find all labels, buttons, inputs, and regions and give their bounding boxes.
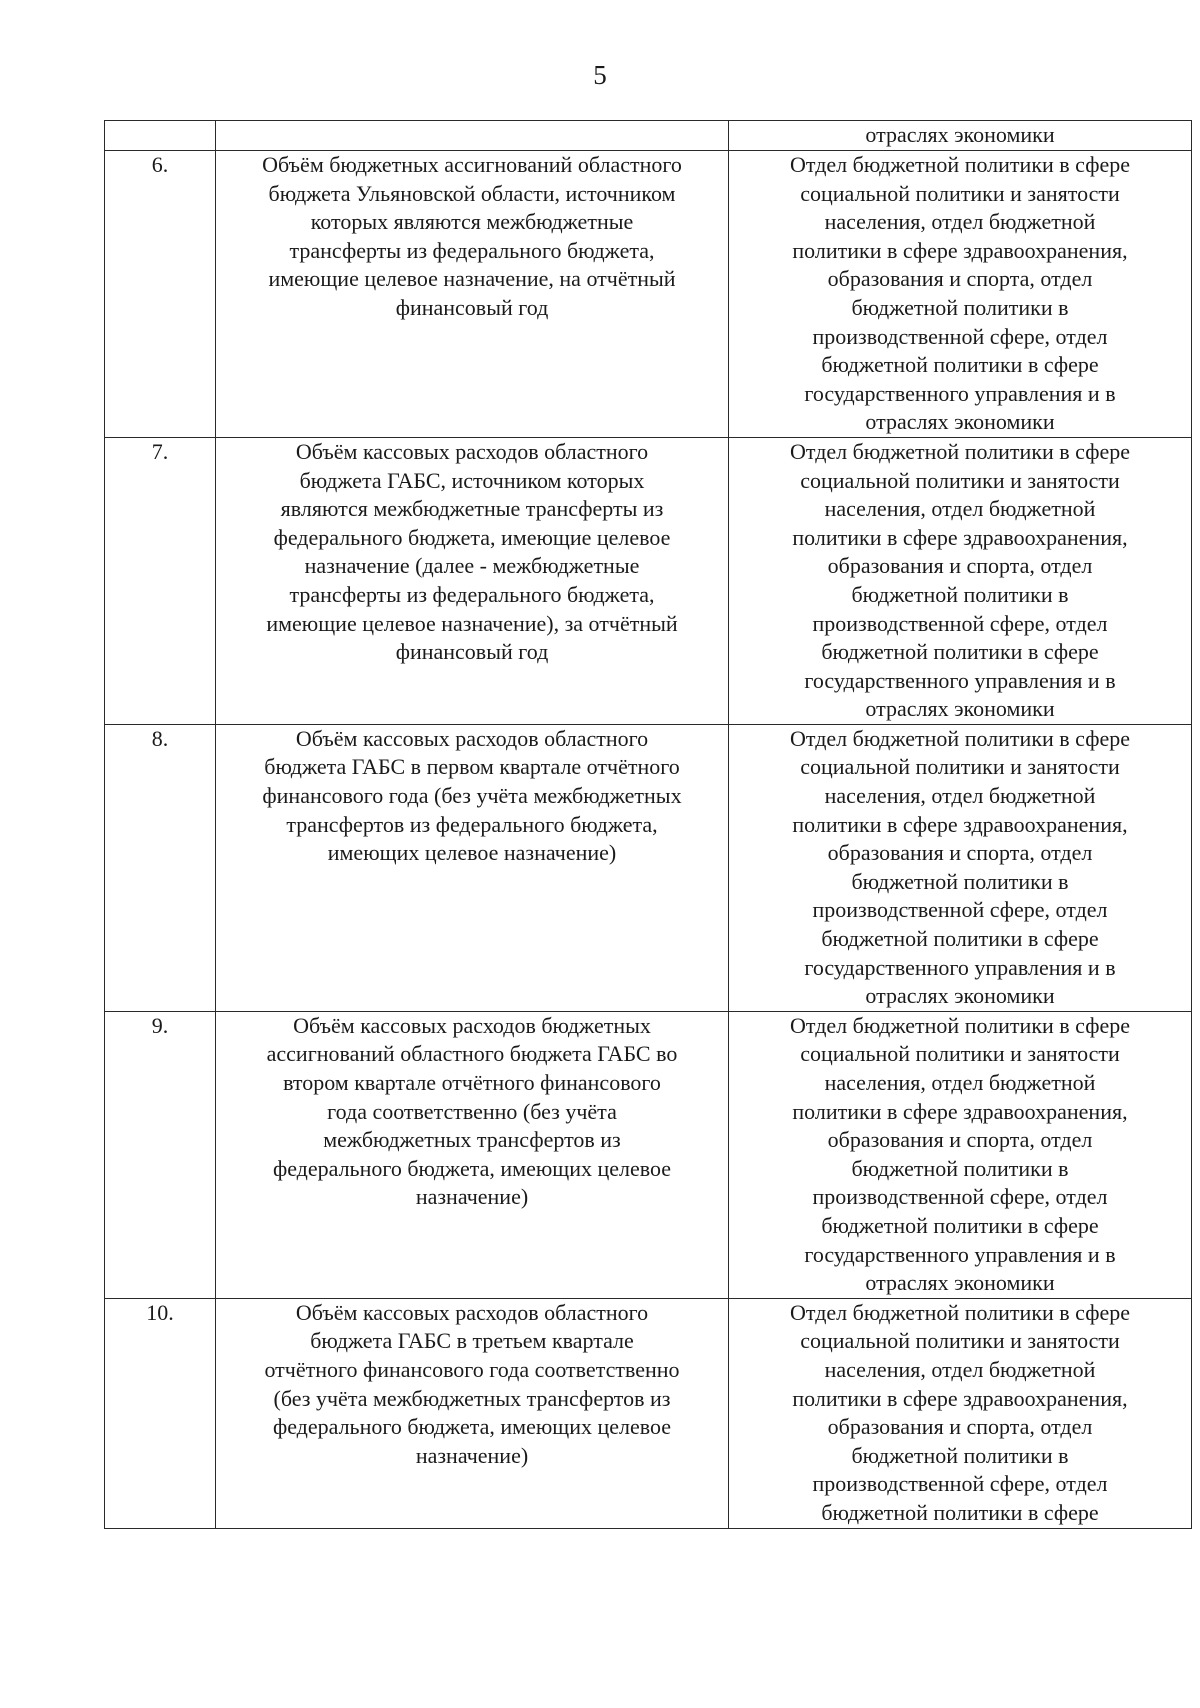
indicator-line: являются межбюджетные трансферты из [280, 496, 664, 522]
department-line: бюджетной политики в [851, 581, 1069, 607]
row-number-cell: 6. [105, 151, 216, 438]
department-line: бюджетной политики в [851, 1155, 1069, 1181]
table-row [105, 151, 1192, 438]
department-line: государственного управления и в [804, 954, 1116, 980]
indicator-line: назначение) [415, 1442, 529, 1468]
row-number-cell: 8. [105, 724, 216, 1011]
responsibility-table [104, 120, 1192, 1529]
indicator-line: межбюджетных трансфертов из [323, 1127, 621, 1153]
indicator-line: отчётного финансового года соответственно [264, 1356, 680, 1382]
indicator-cell [216, 437, 729, 724]
department-line: производственной сфере, отдел [812, 1471, 1108, 1497]
department-line: политики в сфере здравоохранения, [792, 1385, 1128, 1411]
department-line: государственного управления и в [804, 380, 1116, 406]
department-line: отраслях экономики [865, 983, 1055, 1009]
indicator-line: имеющие целевое назначение), за отчётный [266, 610, 678, 636]
department-line: Отдел бюджетной политики в сфере [790, 1012, 1130, 1038]
indicator-line: трансферты из федерального бюджета, [289, 237, 655, 263]
department-line: политики в сфере здравоохранения, [792, 524, 1128, 550]
indicator-line: федерального бюджета, имеющих целевое [272, 1414, 672, 1440]
department-line: политики в сфере здравоохранения, [792, 811, 1128, 837]
department-line: социальной политики и занятости [800, 180, 1120, 206]
department-line: социальной политики и занятости [800, 1041, 1120, 1067]
row-number-cell: 7. [105, 437, 216, 724]
indicator-line: трансферты из федерального бюджета, [289, 581, 655, 607]
indicator-line: назначение (далее - межбюджетные [304, 553, 640, 579]
indicator-line: назначение) [415, 1184, 529, 1210]
department-cell [729, 1011, 1192, 1298]
indicator-line: Объём бюджетных ассигнований областного [262, 152, 682, 177]
indicator-line: финансового года (без учёта межбюджетных [262, 783, 682, 809]
department-line: отраслях экономики [865, 122, 1055, 147]
indicator-cell [216, 1011, 729, 1298]
department-line: политики в сфере здравоохранения, [792, 1098, 1128, 1124]
table-row [105, 724, 1192, 1011]
indicator-line: Объём кассовых расходов бюджетных [293, 1012, 651, 1038]
indicator-line: федерального бюджета, имеющие целевое [273, 524, 671, 550]
indicator-line: федерального бюджета, имеющих целевое [272, 1155, 672, 1181]
department-cell [729, 437, 1192, 724]
indicator-line: втором квартале отчётного финансового [283, 1070, 661, 1095]
table-row [105, 437, 1192, 724]
department-line: производственной сфере, отдел [812, 610, 1108, 636]
indicator-cell [216, 1298, 729, 1528]
department-line: образования и спорта, отдел [827, 553, 1093, 579]
indicator-line: Объём кассовых расходов областного [295, 438, 649, 464]
department-line: образования и спорта, отдел [827, 266, 1093, 292]
department-line: населения, отдел бюджетной [824, 1356, 1096, 1382]
department-line: Отдел бюджетной политики в сфере [790, 725, 1130, 751]
department-line: населения, отдел бюджетной [824, 1070, 1096, 1095]
indicator-line: трансфертов из федерального бюджета, [286, 811, 658, 837]
indicator-line: финансовый год [395, 639, 549, 665]
department-line: отраслях экономики [865, 1270, 1055, 1296]
department-line: социальной политики и занятости [800, 467, 1120, 493]
indicator-line: года соответственно (без учёта [327, 1098, 617, 1124]
department-line: бюджетной политики в [851, 1442, 1069, 1468]
department-line: производственной сфере, отдел [812, 897, 1108, 923]
department-line: образования и спорта, отдел [827, 1414, 1093, 1440]
department-line: образования и спорта, отдел [827, 1127, 1093, 1153]
table-row [105, 1298, 1192, 1528]
indicator-line: Объём кассовых расходов областного [295, 1299, 649, 1325]
table-body [105, 121, 1192, 1529]
table-row-continuation [105, 121, 1192, 151]
indicator-cell [216, 151, 729, 438]
table-row [105, 1011, 1192, 1298]
department-line: государственного управления и в [804, 667, 1116, 693]
department-line: государственного управления и в [804, 1241, 1116, 1267]
row-number-cell: 9. [105, 1011, 216, 1298]
indicator-line: бюджета ГАБС, источником которых [299, 467, 645, 493]
department-cell [729, 121, 1192, 151]
indicator-line: бюджета ГАБС в первом квартале отчётного [264, 754, 680, 780]
row-number-cell [105, 121, 216, 151]
department-line: населения, отдел бюджетной [824, 209, 1096, 235]
department-line: Отдел бюджетной политики в сфере [790, 152, 1130, 177]
department-line: бюджетной политики в сфере [821, 1212, 1099, 1238]
department-line: бюджетной политики в [851, 294, 1069, 320]
department-line: социальной политики и занятости [800, 754, 1120, 780]
indicator-line: которых являются межбюджетные [310, 209, 634, 235]
indicator-cell [216, 121, 729, 151]
department-line: образования и спорта, отдел [827, 840, 1093, 866]
indicator-line: (без учёта межбюджетных трансфертов из [273, 1385, 671, 1411]
department-line: бюджетной политики в сфере [821, 639, 1099, 665]
department-line: бюджетной политики в сфере [821, 1499, 1099, 1525]
indicator-line: Объём кассовых расходов областного [295, 725, 649, 751]
department-line: бюджетной политики в сфере [821, 926, 1099, 952]
indicator-line: финансовый год [395, 294, 549, 320]
indicator-line: бюджета Ульяновской области, источником [268, 180, 676, 206]
department-line: политики в сфере здравоохранения, [792, 237, 1128, 263]
indicator-line: ассигнований областного бюджета ГАБС во [266, 1041, 678, 1067]
indicator-cell [216, 724, 729, 1011]
department-cell [729, 1298, 1192, 1528]
department-line: бюджетной политики в сфере [821, 352, 1099, 378]
indicator-line: бюджета ГАБС в третьем квартале [310, 1328, 634, 1354]
department-line: населения, отдел бюджетной [824, 783, 1096, 809]
department-line: Отдел бюджетной политики в сфере [790, 1299, 1130, 1325]
department-cell [729, 724, 1192, 1011]
department-cell [729, 151, 1192, 438]
department-line: отраслях экономики [865, 409, 1055, 435]
department-line: Отдел бюджетной политики в сфере [790, 438, 1130, 464]
department-line: производственной сфере, отдел [812, 323, 1108, 349]
department-line: производственной сфере, отдел [812, 1184, 1108, 1210]
row-number-cell: 10. [105, 1298, 216, 1528]
department-line: отраслях экономики [865, 696, 1055, 722]
indicator-line: имеющих целевое назначение) [327, 840, 617, 866]
indicator-line: имеющие целевое назначение, на отчётный [268, 266, 676, 292]
department-line: бюджетной политики в [851, 868, 1069, 894]
department-line: населения, отдел бюджетной [824, 496, 1096, 522]
department-line: социальной политики и занятости [800, 1328, 1120, 1354]
page-number: 5 [593, 60, 607, 90]
